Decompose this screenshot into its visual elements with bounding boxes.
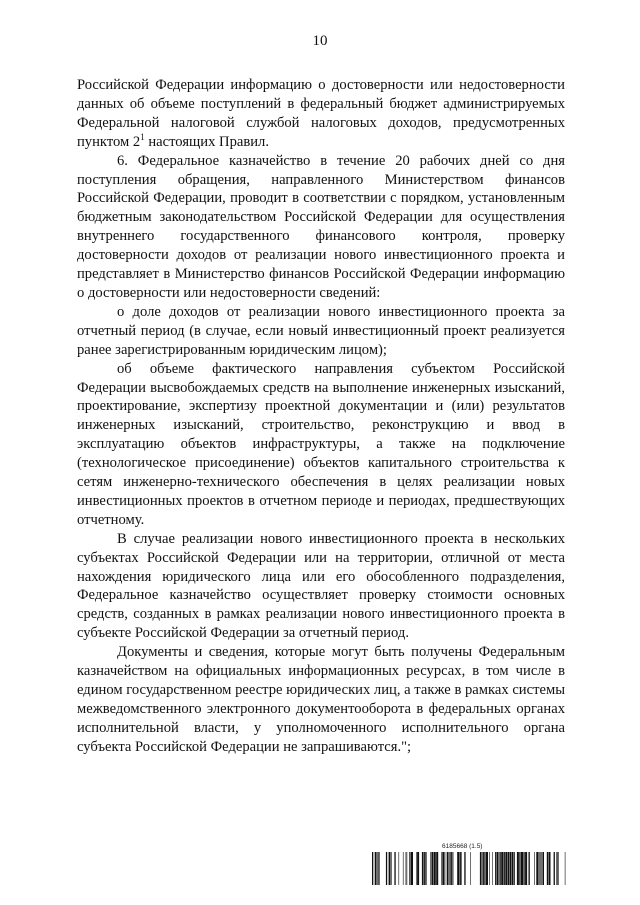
barcode-bar [483, 852, 484, 885]
barcode-bar [556, 852, 557, 885]
barcode-bar [540, 852, 541, 885]
barcode-bar [505, 852, 507, 885]
barcode-bar [406, 852, 407, 885]
paragraph-6: Документы и сведения, которые могут быть получены Федеральным казначейством на официальных информационных ресурсах, в том числе в едином государственном реестре юридических лиц, а также в рамках системы межведомственного электронного документооборота в федеральных органах исполнительной власти, у уполномоченного исполнительного органа субъекта Российской Федерации не запрашиваются."; [77, 644, 565, 755]
barcode-bar [492, 852, 493, 885]
paragraph-1-tail: настоящих Правил. [144, 133, 269, 150]
barcode-bar [470, 852, 471, 885]
barcode-bar [539, 852, 540, 885]
barcode-bar [409, 852, 410, 885]
barcode-bar [445, 852, 446, 885]
barcode-bar [565, 852, 566, 885]
document-body [77, 76, 565, 757]
paragraph-1 [77, 76, 565, 152]
paragraph-5: В случае реализации нового инвестиционного проекта в нескольких субъектах Российской Федерации или на территории, отличной от места нахождения юридического лица или его обособленного подразделения, Федеральное казначейство осуществляет проверку стоимости основных средств, созданных в рамках реализации нового инвестиционного проекта в субъекте Российской Федерации за отчетный период. [77, 530, 565, 642]
barcode-bar [543, 852, 544, 885]
barcode-bar [542, 852, 543, 885]
barcode-bar [448, 852, 449, 885]
barcode-bar [425, 852, 426, 885]
paragraph-2: 6. Федеральное казначейство в течение 20 рабочих дней со дня поступления обращения, направленного Министерством финансов Российской Федерации, проводит в соответствии с порядком, установленным бюджетным законодательством Российской Федерации для осуществления внутреннего государственного финансового контроля, проверку достоверности доходов от реализации нового инвестиционного проекта и представляет в Министерство финансов Российской Федерации информацию о достоверности или недостоверности сведений: [77, 152, 565, 301]
barcode-bar [436, 852, 438, 885]
barcode-bar [557, 852, 558, 885]
barcode-bar [447, 852, 448, 885]
barcode-bar [430, 852, 431, 885]
barcode-bar [517, 852, 519, 885]
barcode-bar [480, 852, 481, 885]
barcode-bar [453, 852, 454, 885]
barcode-bar [375, 852, 376, 885]
barcode-bar [482, 852, 483, 885]
barcode-bar [377, 852, 378, 885]
barcode-bar [504, 852, 505, 885]
barcode-bar [497, 852, 498, 885]
barcode-bar [407, 852, 408, 885]
document-code: 6185668 (1.5) [442, 843, 483, 850]
barcode-bar [554, 852, 555, 885]
barcode-bar [514, 852, 515, 885]
barcode-bar [431, 852, 433, 885]
barcode-bar [541, 852, 542, 885]
barcode-bar [416, 852, 417, 885]
barcode-bar [441, 852, 442, 885]
barcode-bar [521, 852, 523, 885]
barcode-bar [457, 852, 459, 885]
barcode-bar [464, 852, 465, 885]
barcode-bar [484, 852, 485, 885]
page-number: 10 [312, 33, 328, 49]
barcode-bar [417, 852, 419, 885]
barcode-bar [508, 852, 509, 885]
barcode-bar [394, 852, 395, 885]
barcode-image [372, 852, 568, 885]
barcode-bar [434, 852, 436, 885]
barcode-bar [460, 852, 461, 885]
barcode-bar [534, 852, 535, 885]
barcode-bar [461, 852, 462, 885]
barcode-bar [519, 852, 520, 885]
barcode-bar [489, 852, 490, 885]
barcode-bar [547, 852, 548, 885]
barcode-bar [449, 852, 450, 885]
paragraph-1-text: Российской Федерации информацию о достоверности или недостоверности данных об объеме поступлений в федеральный бюджет администрируемых Федеральной налоговой службой налоговых доходов, предусмотренных пунктом 2 [77, 77, 565, 150]
barcode-bar [499, 852, 500, 885]
barcode-bar [422, 852, 423, 885]
barcode-bar [512, 852, 513, 885]
barcode-bar [549, 852, 551, 885]
barcode-bar [495, 852, 496, 885]
barcode-bar [411, 852, 413, 885]
barcode-bar [386, 852, 387, 885]
barcode-bar [372, 852, 373, 885]
barcode-bar [500, 852, 501, 885]
barcode-bar [424, 852, 425, 885]
barcode-bar [389, 852, 391, 885]
barcode-bar [399, 852, 400, 885]
barcode-bar [376, 852, 377, 885]
barcode-bar [403, 852, 404, 885]
footnote-superscript: 1 [140, 131, 145, 142]
barcode-bar [509, 852, 511, 885]
barcode-bar [523, 852, 524, 885]
barcode-bar [442, 852, 444, 885]
paragraph-3: о доле доходов от реализации нового инвестиционного проекта за отчетный период (в случае, если новый инвестиционный проект реализуется ранее зарегистрированным юридическим лицом); [77, 303, 565, 358]
paragraph-4: об объеме фактического направления субъектом Российской Федерации высвобождаемых средств на выполнение инженерных изысканий, проектирование, экспертизу проектной документации и (или) результатов инженерных изысканий, строительство, реконструкцию и ввод в эксплуатацию объектов инфраструктуры, а также на подключение (технологическое присоединение) объектов капитального строительства к сетям инженерно-технического обеспечения в целях реализации новых инвестиционных проектов в отчетном периоде и периодах, предшествующих отчетному. [77, 360, 565, 528]
barcode-bar [391, 852, 392, 885]
barcode-bar [536, 852, 538, 885]
barcode-bar [529, 852, 530, 885]
barcode-bar [486, 852, 488, 885]
barcode-bar [451, 852, 452, 885]
barcode-bar [501, 852, 503, 885]
barcode-bar [379, 852, 380, 885]
barcode-bar [525, 852, 527, 885]
